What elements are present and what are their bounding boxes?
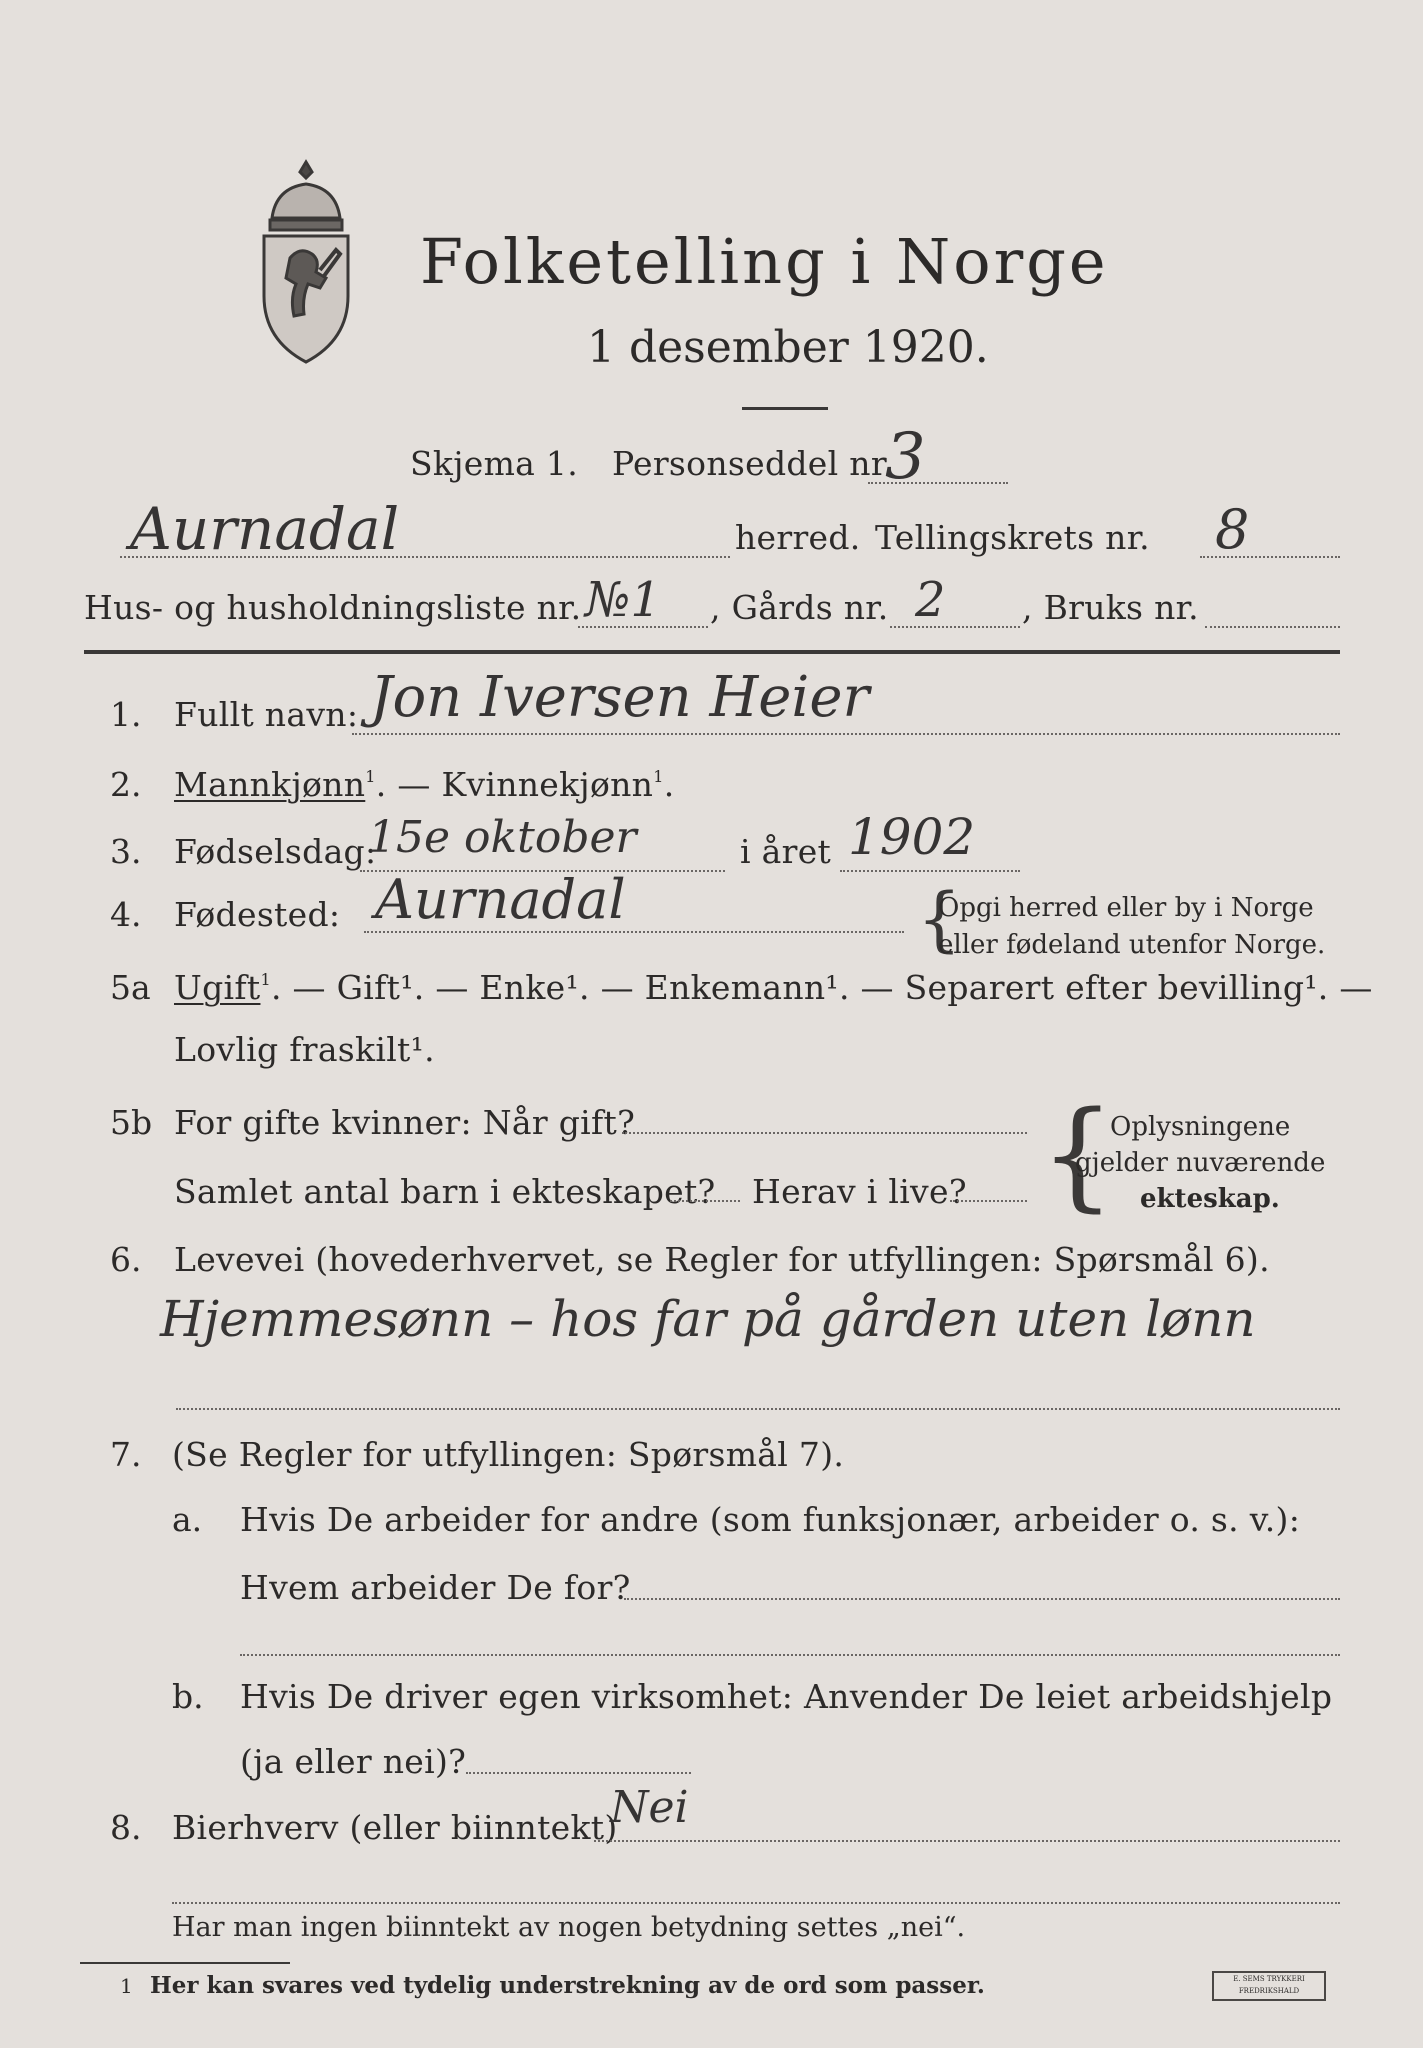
- census-date: 1 desember 1920.: [587, 322, 989, 373]
- q6-value: Hjemmesønn – hos far på gården uten lønn: [160, 1290, 1256, 1348]
- q4-number: 4.: [110, 895, 142, 934]
- q7-number: 7.: [110, 1435, 142, 1474]
- q5b-children-line: [670, 1200, 740, 1202]
- footnote-text: Her kan svares ved tydelig understrekning av de ord som passer.: [150, 1972, 985, 1999]
- q5b-line2: Samlet antal barn i ekteskapet?: [174, 1172, 716, 1211]
- q5b-note-line1: Oplysningene: [1110, 1112, 1291, 1142]
- herred-value: Aurnadal: [130, 495, 400, 563]
- q5a-options: Ugift$^1$. — Gift¹. — Enke¹. — Enkemann¹. — Separert efter bevilling¹. —: [174, 968, 1373, 1007]
- q1-label: Fullt navn:: [174, 695, 359, 734]
- q5b-married-line: [622, 1132, 1027, 1134]
- husliste-value: №1: [585, 572, 661, 628]
- q3-number: 3.: [110, 832, 142, 871]
- q2-female-option[interactable]: Kvinnekjønn: [441, 765, 654, 804]
- q5b-number: 5b: [110, 1103, 153, 1142]
- q4-brace: {: [917, 878, 962, 960]
- tellingskrets-label: Tellingskrets nr.: [875, 518, 1150, 557]
- q7b-line: [466, 1772, 691, 1774]
- q4-hint-line1: Opgi herred eller by i Norge: [938, 893, 1314, 923]
- husliste-label: Hus- og husholdningsliste nr.: [84, 588, 582, 627]
- q5b-note-line3: ekteskap.: [1140, 1184, 1280, 1214]
- title-divider: [742, 407, 828, 410]
- q2-male-option[interactable]: Mannkjønn: [174, 765, 366, 804]
- q5b-alive-label: Herav i live?: [752, 1172, 967, 1211]
- q1-line: [352, 733, 1340, 735]
- herred-label: herred.: [735, 518, 861, 557]
- header-divider: [84, 650, 1340, 654]
- q8-line: [594, 1840, 1340, 1842]
- q3-year-line: [840, 870, 1020, 872]
- q3-year-label: i året: [740, 832, 832, 871]
- coat-of-arms-icon: [250, 158, 362, 368]
- q5b-brace: {: [1040, 1085, 1116, 1223]
- gards-label: , Gårds nr.: [710, 588, 889, 627]
- personseddel-value: 3: [885, 420, 926, 494]
- q8-number: 8.: [110, 1808, 142, 1847]
- q5b-alive-line: [950, 1200, 1027, 1202]
- q3-value: 15e oktober: [368, 812, 637, 863]
- q2-number: 2.: [110, 765, 142, 804]
- q7a-number: a.: [172, 1500, 203, 1539]
- q7a-line2: Hvem arbeider De for?: [240, 1568, 631, 1607]
- q7a-extra-line: [240, 1654, 1340, 1656]
- gards-value: 2: [915, 572, 946, 628]
- q5b-line1: For gifte kvinner: Når gift?: [174, 1103, 636, 1142]
- footnote-mark: 1: [120, 1974, 133, 1998]
- q4-hint-line2: eller fødeland utenfor Norge.: [938, 930, 1326, 960]
- q1-value: Jon Iversen Heier: [370, 665, 870, 730]
- q5a-other-options[interactable]: . — Gift¹. — Enke¹. — Enkemann¹. — Separert efter bevilling¹. —: [270, 968, 1373, 1007]
- q5a-number: 5a: [110, 968, 151, 1007]
- bruks-label: , Bruks nr.: [1022, 588, 1199, 627]
- q5b-note-line2: gjelder nuværende: [1075, 1148, 1326, 1178]
- q4-value: Aurnadal: [375, 868, 626, 931]
- form-title: Folketelling i Norge: [420, 225, 1109, 298]
- q5a-line2[interactable]: Lovlig fraskilt¹.: [174, 1030, 435, 1069]
- q4-label: Fødested:: [174, 895, 341, 934]
- q7b-number: b.: [172, 1677, 204, 1716]
- q6-label: Levevei (hovederhvervet, se Regler for utfyllingen: Spørsmål 6).: [174, 1240, 1270, 1279]
- q6-line: [176, 1408, 1340, 1410]
- q4-line: [364, 931, 904, 933]
- q5a-ugift-option[interactable]: Ugift: [174, 968, 261, 1007]
- q7b-line2: (ja eller nei)?: [240, 1742, 467, 1781]
- bruks-line: [1205, 626, 1340, 628]
- q7a-line: [624, 1598, 1340, 1600]
- q6-number: 6.: [110, 1240, 142, 1279]
- q8-extra-line: [172, 1902, 1340, 1904]
- footnote-rule: [80, 1962, 290, 1964]
- printer-stamp: E. SEMS TRYKKERI FREDRIKSHALD: [1212, 1971, 1326, 2001]
- q7a-line1: Hvis De arbeider for andre (som funksjonær, arbeider o. s. v.):: [240, 1500, 1301, 1539]
- q7-label: (Se Regler for utfyllingen: Spørsmål 7).: [172, 1435, 845, 1474]
- q3-label: Fødselsdag:: [174, 832, 377, 871]
- gards-line: [890, 626, 1020, 628]
- q8-label: Bierhverv (eller biinntekt): [172, 1808, 618, 1847]
- q3-year-value: 1902: [848, 808, 976, 866]
- q1-number: 1.: [110, 695, 142, 734]
- q2-options: Mannkjønn$^1$. — Kvinnekjønn$^1$.: [174, 765, 675, 804]
- personseddel-label: Personseddel nr.: [612, 444, 895, 483]
- footer-note: Har man ingen biinntekt av nogen betydning settes „nei“.: [172, 1912, 966, 1943]
- q8-value: Nei: [610, 1782, 689, 1833]
- schema-label: Skjema 1.: [410, 444, 579, 483]
- q7b-line1: Hvis De driver egen virksomhet: Anvender De leiet arbeidshjelp: [240, 1677, 1333, 1716]
- tellingskrets-value: 8: [1215, 498, 1250, 561]
